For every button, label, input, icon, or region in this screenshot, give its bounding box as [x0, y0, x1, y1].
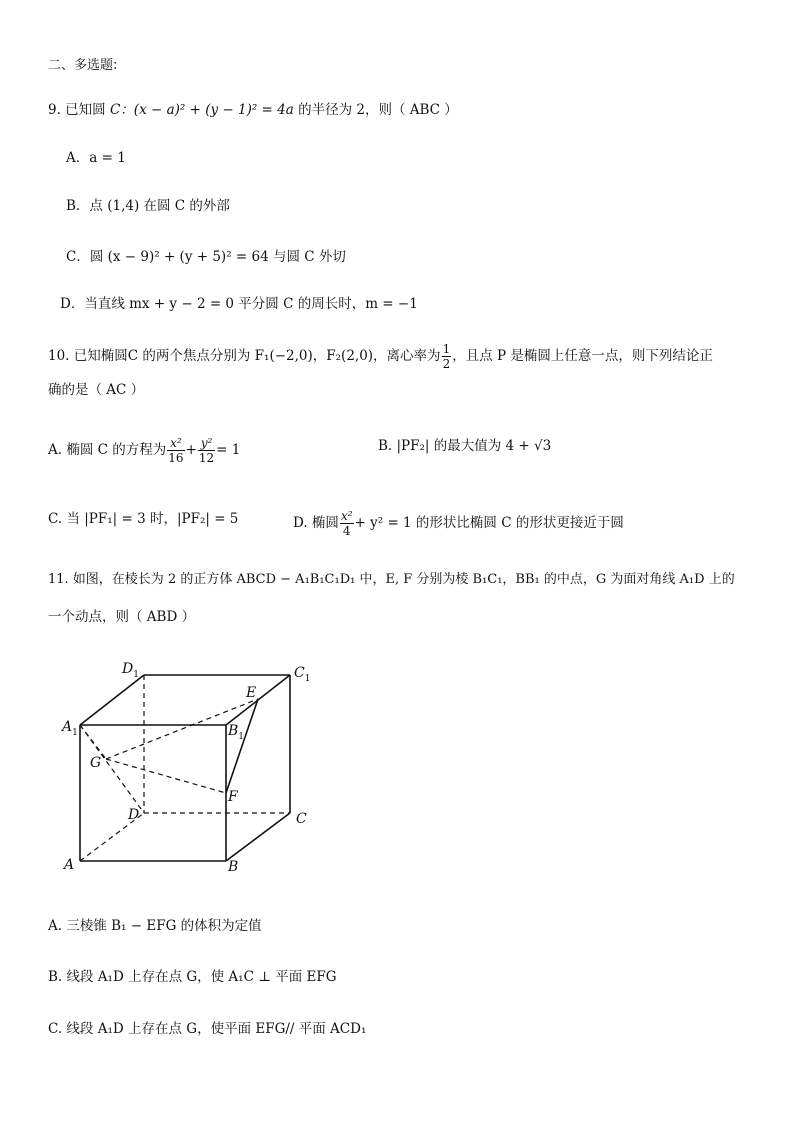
q9-stem-suffix: 的半径为 2，则（ ABC ） — [298, 102, 458, 118]
label-f: F — [228, 789, 238, 805]
q10-stem-line1 — [48, 342, 713, 371]
q10-option-a-suffix: = 1 — [216, 442, 241, 458]
y-fraction — [198, 436, 215, 465]
q9-stem-prefix: 9. 已知圆 — [48, 102, 106, 118]
q10-option-d-suffix: + y² = 1 的形状比椭圆 C 的形状更接近于圆 — [354, 515, 624, 531]
q9-stem-equation: C：(x − a)² + (y − 1)² = 4a — [109, 102, 294, 118]
label-a: A — [64, 857, 75, 873]
q9-option-d: D．当直线 mx + y − 2 = 0 平分圆 C 的周长时，m = −1 — [60, 296, 418, 312]
q10-option-b: B. |PF₂| 的最大值为 4 + √3 — [378, 438, 552, 454]
section-title: 二、多选题: — [48, 58, 118, 73]
label-a1: $A_1$ — [62, 719, 78, 738]
fraction-denominator: 2 — [442, 357, 451, 371]
fraction-numerator: x² — [167, 436, 184, 451]
q11-stem-line1: 11. 如图，在棱长为 2 的正方体 ABCD − A₁B₁C₁D₁ 中，E, F 分别为棱 B₁C₁，BB₁ 的中点，G 为面对角线 A₁D 上的 — [48, 572, 735, 587]
q11-option-a: A. 三棱锥 B₁ − EFG 的体积为定值 — [48, 918, 262, 934]
q10-option-d — [293, 509, 624, 538]
label-c: C — [296, 811, 307, 827]
label-d: D — [128, 807, 140, 823]
label-d1: $D_1$ — [122, 661, 139, 680]
q11-stem-line2: 一个动点，则（ ABD ） — [48, 609, 196, 625]
q10-stem-mid: C 的两个焦点分别为 F₁(−2,0)，F₂(2,0)，离心率为 — [127, 348, 441, 364]
q10-option-a-prefix: A. 椭圆 C 的方程为 — [48, 442, 167, 458]
q9-option-c: C．圆 (x − 9)² + (y + 5)² = 64 与圆 C 外切 — [66, 249, 346, 265]
x-fraction — [340, 509, 354, 538]
label-e: E — [246, 685, 257, 701]
fraction-denominator: 12 — [198, 451, 215, 465]
x-fraction — [167, 436, 184, 465]
q10-stem-line2: 确的是（ AC ） — [48, 382, 145, 398]
label-c1: $C_1$ — [294, 665, 311, 684]
q10-stem-suffix: ，且点 P 是椭圆上任意一点，则下列结论正 — [452, 348, 713, 364]
hidden-segment-g-f — [106, 759, 226, 793]
cube-figure — [56, 655, 346, 880]
q11-option-c: C. 线段 A₁D 上存在点 G，使平面 EFG// 平面 ACD₁ — [48, 1021, 367, 1037]
fraction-numerator: x² — [340, 509, 353, 523]
fraction-numerator: y² — [198, 436, 215, 451]
q9-option-b: B．点 (1,4) 在圆 C 的外部 — [66, 198, 230, 214]
hidden-segment-a1-g — [80, 725, 106, 759]
label-b1: $B_1$ — [228, 723, 245, 742]
plus-sign: + — [185, 442, 197, 458]
q10-option-c: C. 当 |PF₁| = 3 时，|PF₂| = 5 — [48, 511, 239, 527]
q9-option-a: A．a = 1 — [66, 150, 126, 166]
eccentricity-fraction — [442, 342, 452, 371]
q11-option-b: B. 线段 A₁D 上存在点 G，使 A₁C ⊥ 平面 EFG — [48, 969, 337, 985]
fraction-numerator: 1 — [442, 342, 451, 356]
label-g: G — [90, 755, 102, 771]
fraction-denominator: 16 — [168, 451, 184, 465]
edge-b-c — [226, 813, 290, 861]
fraction-denominator: 4 — [342, 524, 351, 538]
q10-option-d-prefix: D. 椭圆 — [293, 515, 339, 531]
edge-a1-d1 — [80, 675, 144, 725]
q10-option-a — [48, 436, 240, 465]
label-b: B — [228, 859, 239, 875]
q10-stem-prefix: 10. 已知椭圆 — [48, 348, 128, 364]
q9-stem — [48, 100, 458, 120]
